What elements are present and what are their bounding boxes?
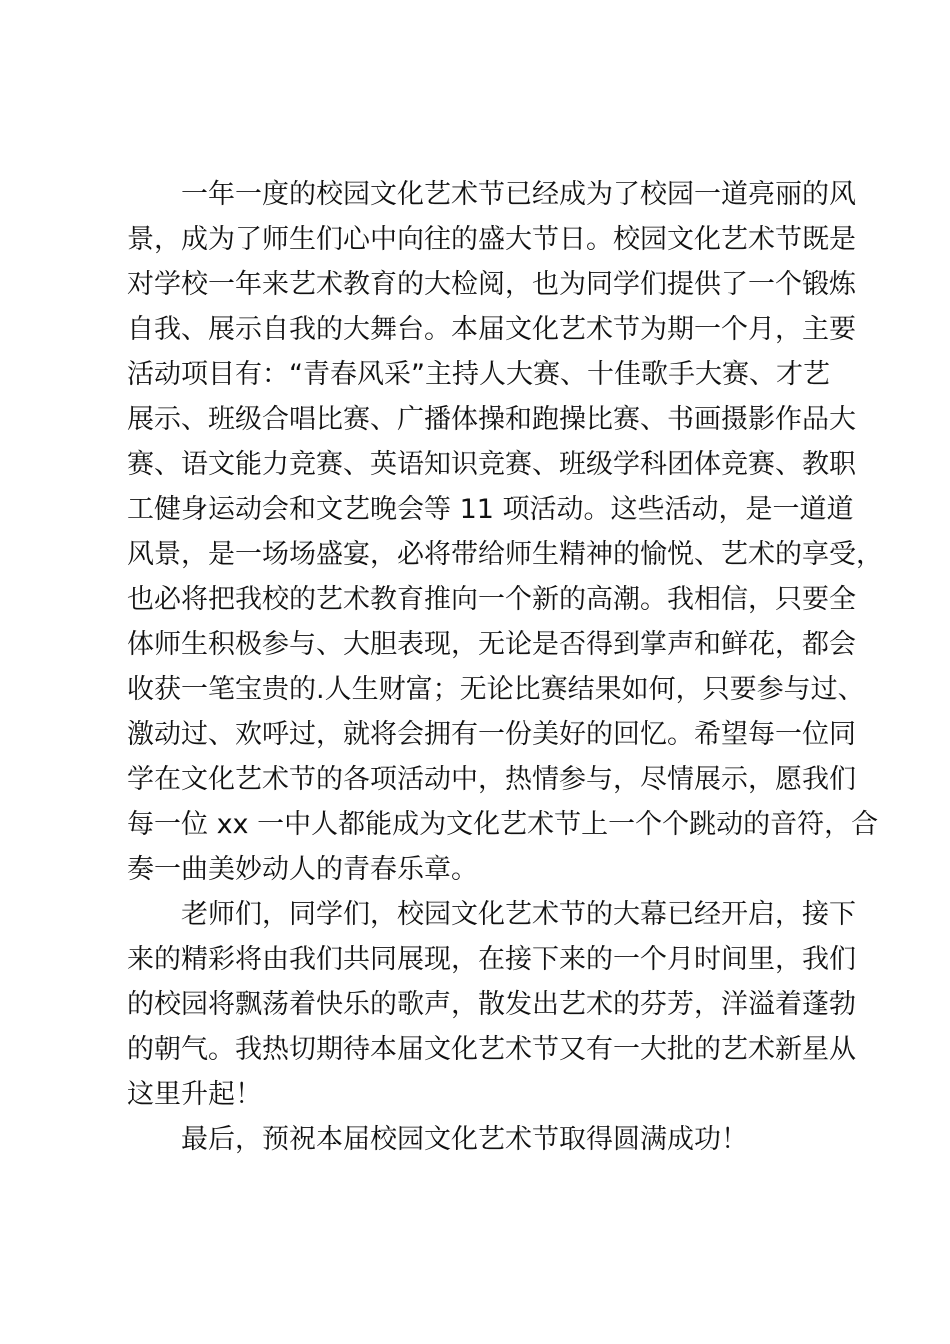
text-line: 这里升起！ <box>127 1079 262 1110</box>
text-line: 活动项目有：“青春风采”主持人大赛、十佳歌手大赛、才艺 <box>127 359 830 390</box>
text-line: 学在文化艺术节的各项活动中，热情参与，尽情展示，愿我们 <box>127 764 856 795</box>
text-line: 老师们，同学们，校园文化艺术节的大幕已经开启，接下 <box>181 899 856 930</box>
text-line: 来的精彩将由我们共同展现，在接下来的一个月时间里，我们 <box>127 944 856 975</box>
paragraph-3 <box>127 1117 831 1162</box>
text-line: 的校园将飘荡着快乐的歌声，散发出艺术的芬芳，洋溢着蓬勃 <box>127 989 856 1020</box>
text-line: 也必将把我校的艺术教育推向一个新的高潮。我相信，只要全 <box>127 584 856 615</box>
text-line: 赛、语文能力竞赛、英语知识竞赛、班级学科团体竞赛、教职 <box>127 449 856 480</box>
text-line: 风景，是一场场盛宴，必将带给师生精神的愉悦、艺术的享受， <box>127 539 883 570</box>
text-line: 的朝气。我热切期待本届文化艺术节又有一大批的艺术新星从 <box>127 1034 856 1065</box>
text-line: 体师生积极参与、大胆表现，无论是否得到掌声和鲜花，都会 <box>127 629 856 660</box>
text-line: 收获一笔宝贵的.人生财富；无论比赛结果如何，只要参与过、 <box>127 674 865 705</box>
paragraph-2 <box>127 892 856 1117</box>
text-line: 展示、班级合唱比赛、广播体操和跑操比赛、书画摄影作品大 <box>127 404 856 435</box>
text-line: 每一位 xx 一中人都能成为文化艺术节上一个个跳动的音符，合 <box>127 809 879 840</box>
text-line: 奏一曲美妙动人的青春乐章。 <box>127 854 478 885</box>
text-line: 激动过、欢呼过，就将会拥有一份美好的回忆。希望每一位同 <box>127 719 856 750</box>
document-body <box>127 172 883 1162</box>
text-line: 最后，预祝本届校园文化艺术节取得圆满成功！ <box>181 1124 748 1155</box>
text-line: 对学校一年来艺术教育的大检阅，也为同学们提供了一个锻炼 <box>127 269 856 300</box>
paragraph-1 <box>127 172 883 892</box>
text-line: 自我、展示自我的大舞台。本届文化艺术节为期一个月，主要 <box>127 314 856 345</box>
text-line: 一年一度的校园文化艺术节已经成为了校园一道亮丽的风 <box>181 179 856 210</box>
text-line: 景，成为了师生们心中向往的盛大节日。校园文化艺术节既是 <box>127 224 856 255</box>
text-line: 工健身运动会和文艺晚会等 11 项活动。这些活动，是一道道 <box>127 494 854 525</box>
